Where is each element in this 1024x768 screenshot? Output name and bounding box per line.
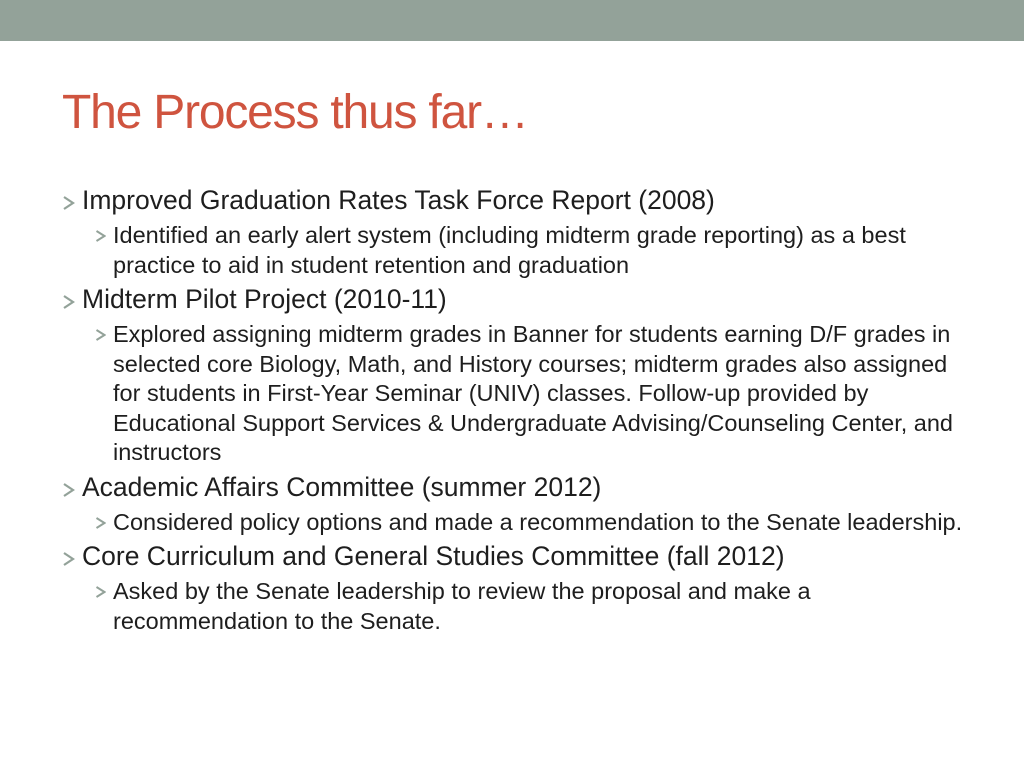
bullet-item <box>61 284 971 315</box>
bullet-text: Academic Affairs Committee (summer 2012) <box>82 471 602 502</box>
sub-bullet-item <box>94 577 971 636</box>
sub-bullet-text: Asked by the Senate leadership to review the proposal and make a recommendation to the Senate. <box>113 578 811 634</box>
sub-bullet-item <box>94 320 971 468</box>
top-accent-bar <box>0 0 1024 41</box>
sub-bullet-text: Considered policy options and made a recommendation to the Senate leadership. <box>113 508 963 535</box>
sub-bullet-text: Explored assigning midterm grades in Banner for students earning D/F grades in selected core Biology, Math, and History courses; midterm grades also assigned for students in First-Year Seminar (UNIV) classes. Follow-up provided by Educational Support Services & Undergraduate Advising/Counseling Center, and instructors <box>113 321 953 465</box>
bullet-item <box>61 541 971 572</box>
sub-bullet-item <box>94 508 971 538</box>
slide-title: The Process thus far… <box>62 86 528 139</box>
sub-bullet-text: Identified an early alert system (including midterm grade reporting) as a best practice to aid in student retention and graduation <box>113 222 906 278</box>
bullet-list <box>61 185 971 637</box>
bullet-text: Improved Graduation Rates Task Force Report (2008) <box>82 185 715 215</box>
bullet-text: Midterm Pilot Project (2010-11) <box>82 284 447 314</box>
sub-bullet-item <box>94 221 971 280</box>
bullet-item <box>61 472 971 503</box>
bullet-item <box>61 185 971 216</box>
bullet-text: Core Curriculum and General Studies Committee (fall 2012) <box>82 541 785 571</box>
